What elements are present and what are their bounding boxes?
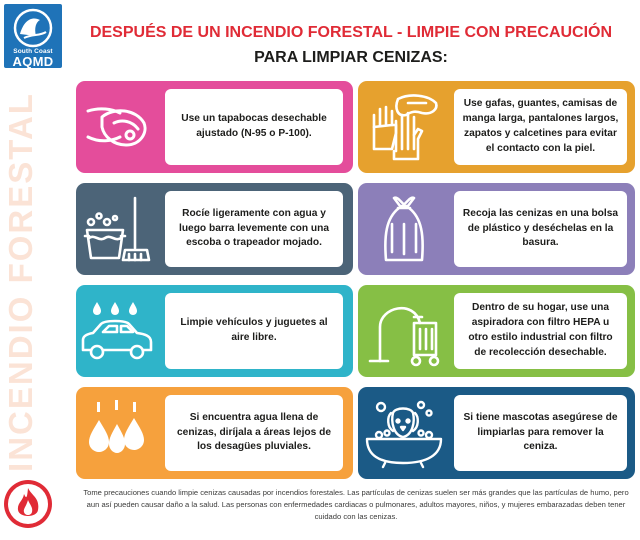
footer-note: Tome precauciones cuando limpie cenizas causadas por incendios forestales. Las partículas de cenizas suelen ser más grandes que las partículas de humo, pero aun así pueden causar daño a la salud. Las personas con enfermedades cardiacas o pulmonares, adultos mayores, niños, y mujeres embarazadas deben tener cuidado con las cenizas. xyxy=(83,488,629,521)
tip-card-bag xyxy=(358,183,635,275)
dog-bath-icon xyxy=(363,397,445,469)
page-title: DESPUÉS DE UN INCENDIO FORESTAL - LIMPIE CON PRECAUCIÓN xyxy=(89,24,613,41)
tip-card-text: Use un tapabocas desechable ajustado (N-95 o P-100). xyxy=(165,89,343,165)
water-drops-icon xyxy=(87,398,147,468)
tip-card-text: Recoja las cenizas en una bolsa de plástico y deséchelas en la basura. xyxy=(454,191,627,267)
logo-org-line: South Coast xyxy=(13,48,53,55)
mask-icon xyxy=(82,97,152,157)
tip-card-car xyxy=(76,285,353,377)
tip-card-pet xyxy=(358,387,635,479)
tip-card-water xyxy=(76,387,353,479)
south-coast-aqmd-logo xyxy=(4,4,62,68)
tip-card-text: Use gafas, guantes, camisas de manga larga, pantalones largos, zapatos y calcetines para evitar el contacto con la piel. xyxy=(454,89,627,165)
tip-card-mask xyxy=(76,81,353,173)
vacuum-icon xyxy=(364,293,444,369)
side-banner xyxy=(2,92,39,472)
page-subtitle: PARA LIMPIAR CENIZAS: xyxy=(254,49,448,66)
tip-card-text: Dentro de su hogar, use una aspiradora con filtro HEPA u otro estilo industrial con filtro de recolección desechable. xyxy=(454,293,627,369)
tip-card-protective-gear xyxy=(358,81,635,173)
tip-card-vacuum xyxy=(358,285,635,377)
side-banner-text: INCENDIO FORESTAL xyxy=(2,92,39,472)
goggles-gloves-icon xyxy=(366,91,442,163)
tip-card-text: Si tiene mascotas asegúrese de limpiarlas para remover la ceniza. xyxy=(454,395,627,471)
fire-badge-icon xyxy=(2,478,54,530)
tip-card-text: Limpie vehículos y juguetes al aire libre. xyxy=(165,293,343,369)
tip-card-text: Rocíe ligeramente con agua y luego barra levemente con una escoba o trapeador mojado. xyxy=(165,191,343,267)
logo-emblem-icon xyxy=(10,8,56,48)
logo-acronym: AQMD xyxy=(12,54,54,69)
tip-card-text: Si encuentra agua llena de cenizas, diríjala a áreas lejos de los desagües pluviales. xyxy=(165,395,343,471)
trash-bag-icon xyxy=(374,192,434,266)
bucket-mop-icon xyxy=(81,192,153,266)
car-rain-icon xyxy=(79,298,155,364)
tip-card-sweep xyxy=(76,183,353,275)
